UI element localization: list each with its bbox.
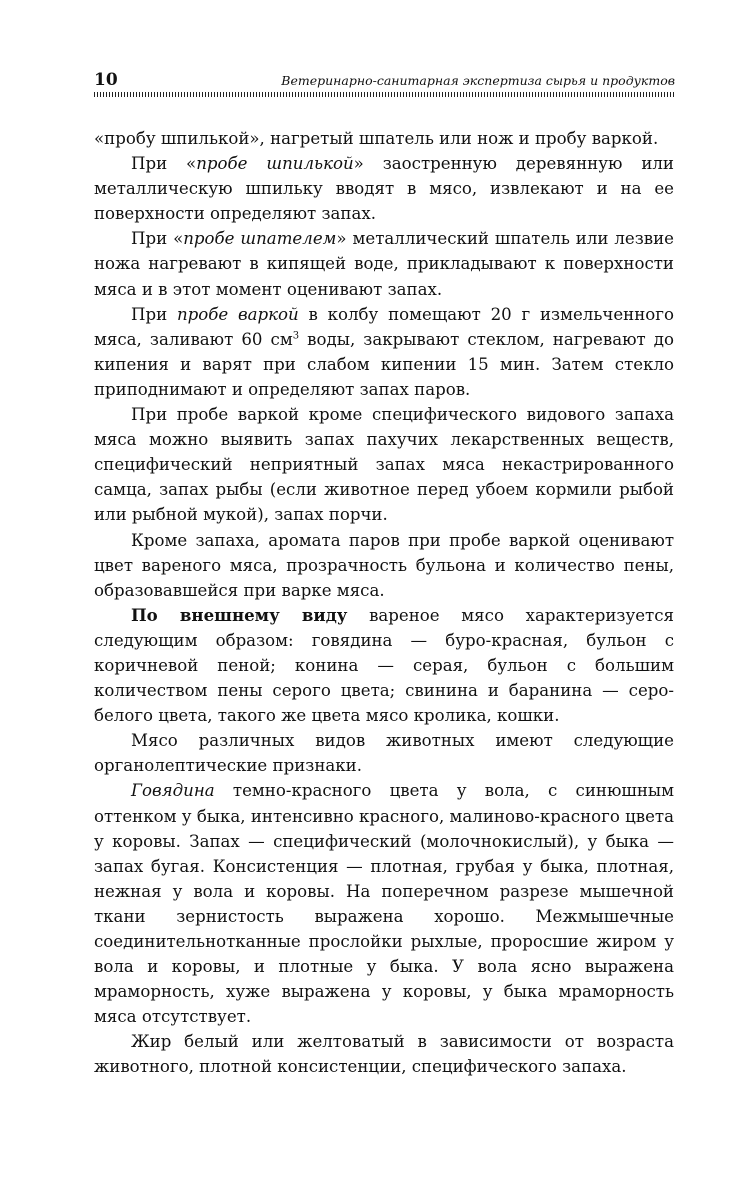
paragraph-text: воды, закрывают стеклом, нагревают до кипения и варят при слабом кипении 15 мин. Затем стекло приподнимают и определяют запах паров. — [94, 329, 674, 399]
page-number: 10 — [94, 70, 118, 90]
page-header — [94, 64, 675, 90]
paragraph-text: в колбу помещают 20 г измельченного мяса, заливают 60 см — [94, 304, 674, 349]
paragraph-text: » заостренную деревянную или металлическую шпильку вводят в мясо, извлекают и на ее поверхности определяют запах. — [94, 154, 674, 224]
paragraph — [94, 603, 674, 728]
paragraph — [94, 1029, 674, 1079]
paragraph — [94, 126, 674, 151]
paragraph — [94, 528, 674, 603]
running-title: Ветеринарно-санитарная экспертиза сырья и продуктов — [281, 73, 675, 88]
superscript: 3 — [292, 330, 300, 342]
paragraph-text: вареное мясо характеризуется следующим образом: говядина — буро-красная, бульон с коричневой пеной; конина — серая, бульон с большим количеством пены серого цвета; свинина и баранина — серо-белого цвета, такого же цвета мясо кролика, кошки. — [94, 605, 674, 726]
paragraph — [94, 226, 674, 301]
paragraph-text: При пробе варкой кроме специфического видового запаха мяса можно выявить запах пахучих лекарственных веществ, специфический неприятный запах мяса некастрированного самца, запах рыбы (если животное перед убоем кормили рыбой или рыбной мукой), запах порчи. — [94, 405, 674, 525]
paragraph — [94, 302, 674, 402]
paragraph-text: При « — [131, 154, 197, 174]
paragraph — [94, 402, 674, 527]
paragraph-text: темно-красного цвета у вола, с синюшным оттенком у быка, интенсивно красного, малиново-красного цвета у коровы. Запах — специфический (молочнокислый), у быка — запах бугая. Консистенция — плотная, грубая у быка, плотная, нежная у вола и коровы. На поперечном разрезе мышечной ткани зернистость выражена хорошо. Межмышечные соединительнотканные прослойки рыхлые, проросшие жиром у вола и коровы, и плотные у быка. У вола ясно выражена мраморность, хуже выражена у коровы, у быка мраморность мяса отсутствует. — [94, 781, 674, 1027]
paragraph-text: При « — [131, 229, 184, 249]
paragraph — [94, 728, 674, 778]
bold-term: По внешнему виду — [131, 604, 348, 625]
paragraph — [94, 151, 674, 226]
paragraph-text: » металлический шпатель или лезвие ножа нагревают в кипящей воде, прикладывают к поверхности мяса и в этот момент оценивают запах. — [94, 229, 674, 299]
paragraph-text: Кроме запаха, аромата паров при пробе варкой оценивают цвет вареного мяса, прозрачность бульона и количество пены, образовавшейся при варке мяса. — [94, 530, 674, 600]
paragraph-text: Жир белый или желтоватый в зависимости от возраста животного, плотной консистенции, специфического запаха. — [94, 1032, 674, 1077]
paragraph-text: Мясо различных видов животных имеют следующие органолептические признаки. — [94, 731, 674, 776]
paragraph — [94, 778, 674, 1029]
body-text — [94, 126, 674, 1080]
italic-term: пробе шпателем — [183, 229, 337, 249]
paragraph-text: «пробу шпилькой», нагретый шпатель или нож и пробу варкой. — [94, 129, 659, 148]
italic-term: Говядина — [131, 781, 215, 801]
italic-term: пробе варкой — [176, 304, 299, 324]
paragraph-text: При — [131, 304, 177, 324]
header-rule — [94, 92, 675, 97]
italic-term: пробе шпилькой — [196, 154, 354, 174]
